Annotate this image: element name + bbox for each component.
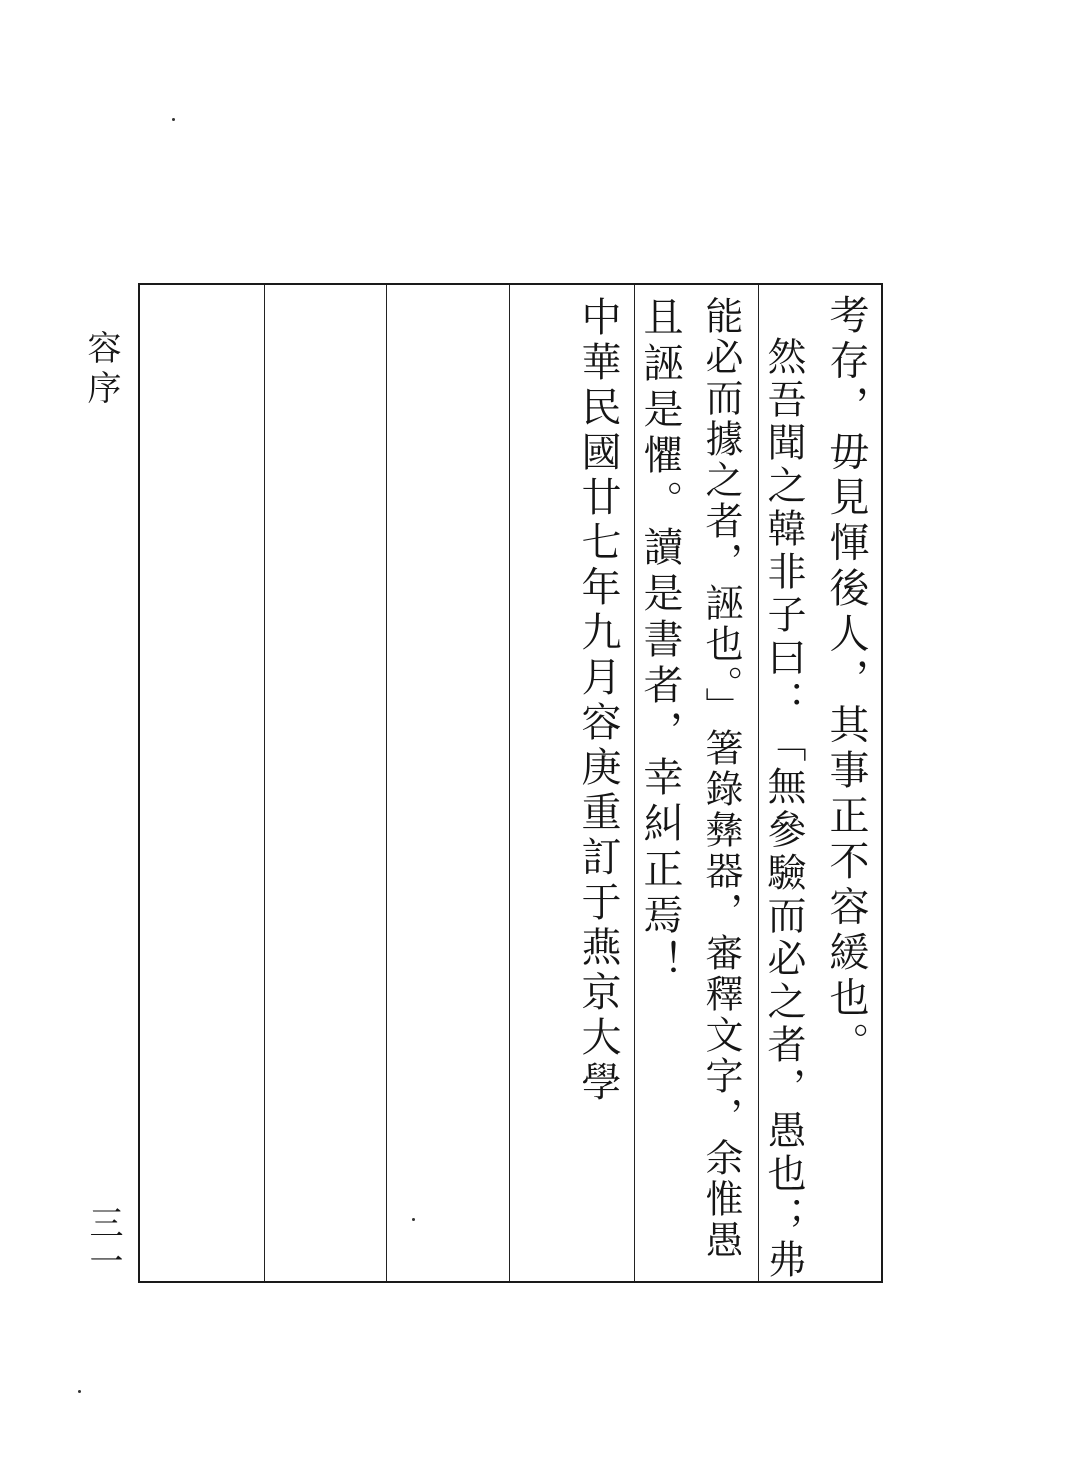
column-rule (758, 285, 759, 1281)
text-line-1: 考存，毋見惲後人，其事正不容緩也。 (823, 294, 869, 1068)
scan-speck (172, 118, 175, 121)
column-rule (386, 285, 387, 1281)
scan-speck (412, 1218, 415, 1221)
date-signature-line: 中華民國廿七年九月容庚重訂于燕京大學 (575, 296, 621, 1106)
running-title: 容序 (81, 330, 121, 410)
column-rule (509, 285, 510, 1281)
text-line-3: 能必而據之者，誣也。」箸錄彝器，審釋文字，余惟愚 (699, 296, 743, 1261)
column-rule (264, 285, 265, 1281)
column-rule (634, 285, 635, 1281)
text-line-4: 且誣是懼。讀是書者，幸糾正焉！ (637, 296, 683, 986)
text-line-2: 然吾聞之韓非子曰：「無參驗而必之者，愚也；弗 (761, 336, 806, 1282)
page-number: 三一 (83, 1205, 123, 1281)
scan-speck (78, 1390, 81, 1393)
